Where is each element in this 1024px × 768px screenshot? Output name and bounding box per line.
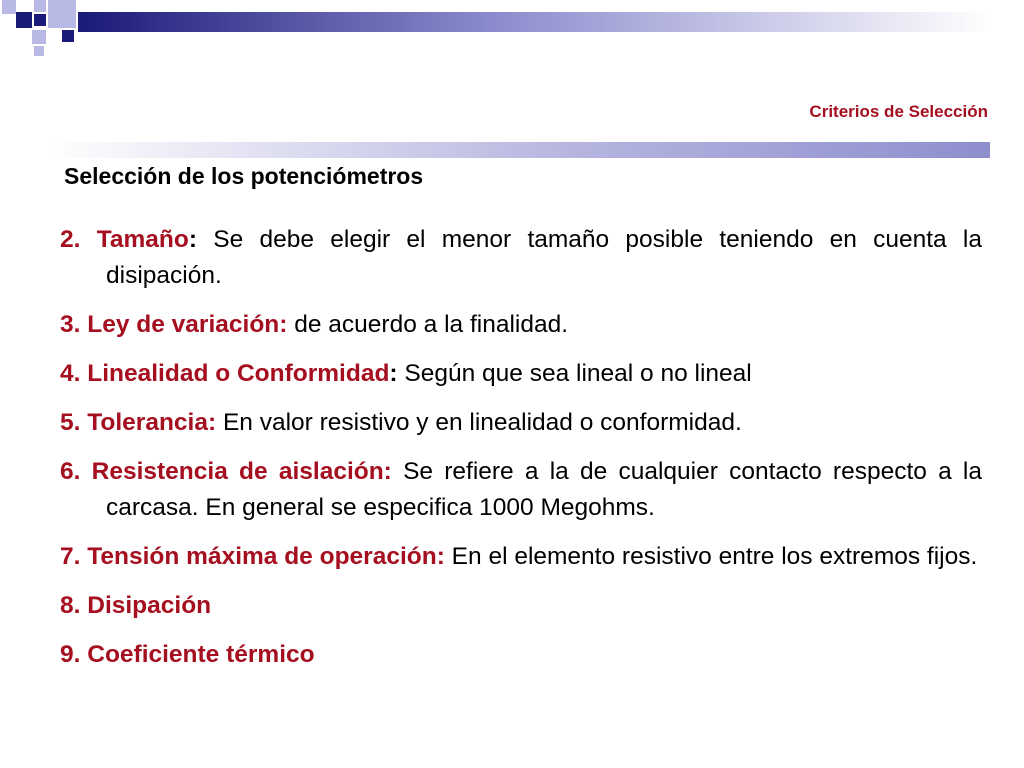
item-number: 9. <box>60 641 88 668</box>
decorative-square <box>34 46 44 56</box>
item-text: En valor resistivo y en linealidad o conformidad. <box>216 409 742 436</box>
decorative-square <box>16 12 32 28</box>
list-item <box>60 588 982 624</box>
decorative-square <box>48 0 76 28</box>
item-text: de acuerdo a la finalidad. <box>287 311 569 338</box>
item-number: 5. <box>60 409 88 436</box>
item-number: 2. <box>60 226 97 253</box>
item-term: Ley de variación: <box>87 311 288 338</box>
list-item <box>60 405 982 441</box>
item-number: 7. <box>60 543 88 570</box>
item-text: Según que sea lineal o no lineal <box>397 360 752 387</box>
item-term: Tolerancia: <box>87 409 217 436</box>
item-term: Tamaño <box>96 226 189 253</box>
item-term: Tensión máxima de operación: <box>87 543 445 570</box>
list-item <box>60 454 982 526</box>
criteria-list <box>60 222 982 686</box>
item-separator: : <box>188 226 197 253</box>
list-item <box>60 356 982 392</box>
decorative-square <box>62 30 74 42</box>
item-term: Linealidad o Conformidad <box>87 360 390 387</box>
list-item <box>60 637 982 673</box>
decorative-square <box>34 14 46 26</box>
section-label: Criterios de Selección <box>809 102 988 121</box>
item-number: 8. <box>60 592 88 619</box>
item-term: Coeficiente térmico <box>87 641 315 668</box>
item-text: Se debe elegir el menor tamaño posible teniendo en cuenta la disipación. <box>106 226 982 289</box>
slide-subtitle: Selección de los potenciómetros <box>64 163 424 189</box>
title-divider-bar <box>46 142 990 158</box>
list-item <box>60 222 982 294</box>
item-term: Disipación <box>87 592 212 619</box>
item-text: En el elemento resistivo entre los extremos fijos. <box>444 543 978 570</box>
list-item <box>60 307 982 343</box>
decorative-square <box>2 0 16 14</box>
decorative-square <box>32 30 46 44</box>
item-number: 6. <box>60 458 92 485</box>
header-gradient-bar <box>78 12 990 32</box>
item-number: 3. <box>60 311 88 338</box>
item-separator: : <box>389 360 398 387</box>
list-item <box>60 539 982 575</box>
item-term: Resistencia de aislación: <box>91 458 392 485</box>
decorative-square <box>34 0 46 12</box>
item-text: Se refiere a la de cualquier contacto respecto a la carcasa. En general se especifica 1000 Megohms. <box>106 458 982 521</box>
item-number: 4. <box>60 360 88 387</box>
